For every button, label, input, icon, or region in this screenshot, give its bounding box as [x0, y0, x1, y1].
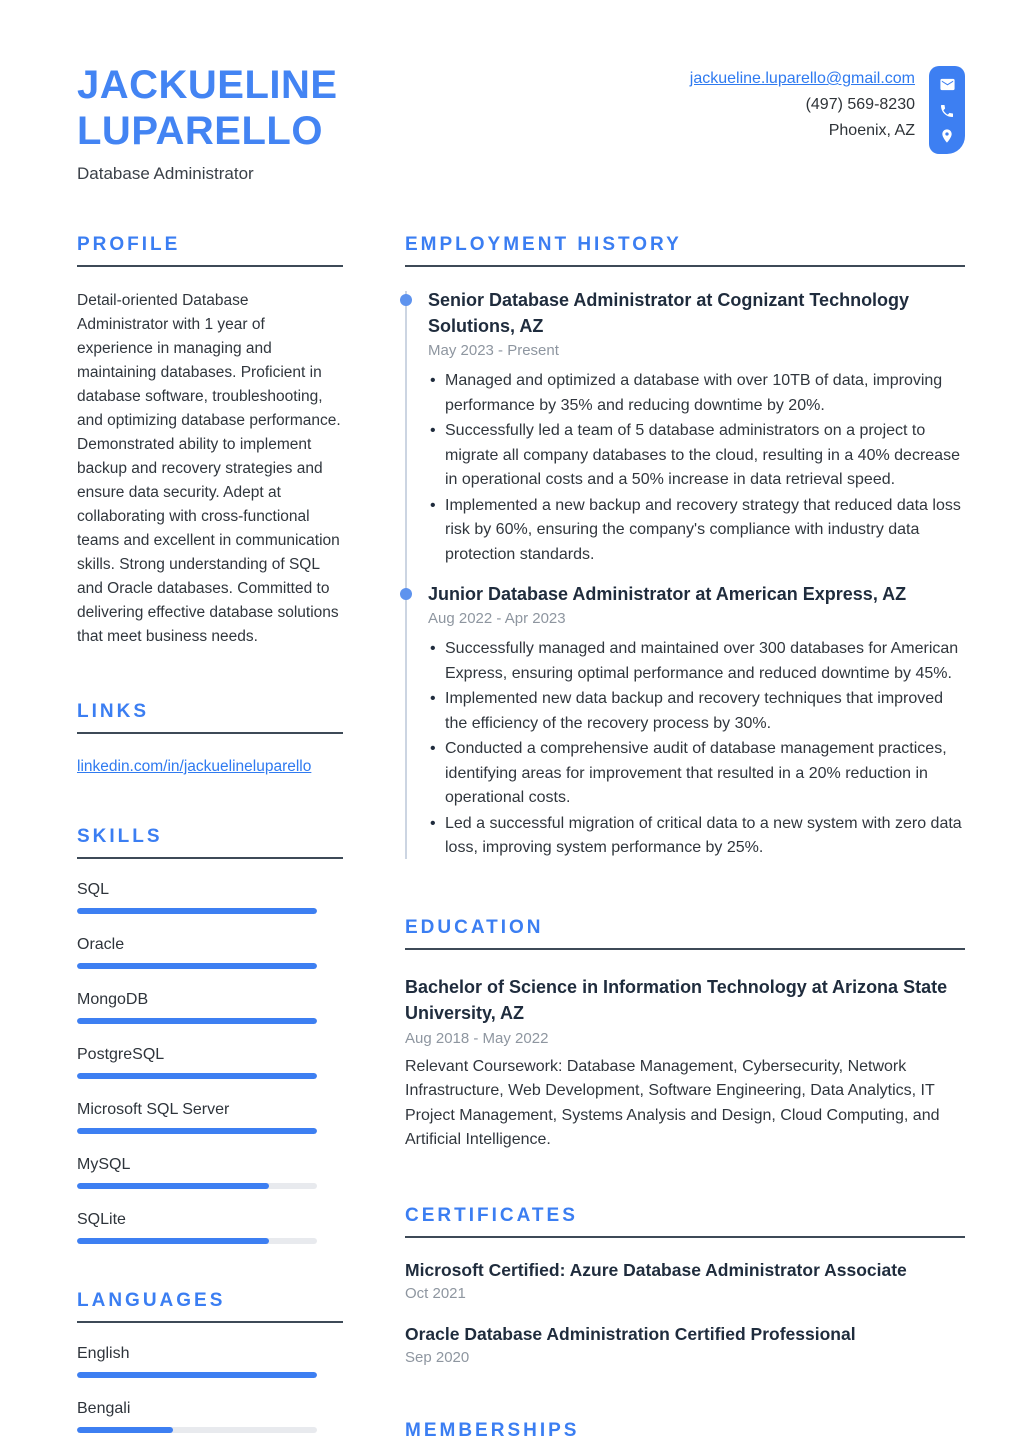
language-bar-fill: [77, 1372, 317, 1378]
timeline-dot: [400, 294, 412, 306]
job-bullet: • Conducted a comprehensive audit of database management practices, identifying areas for improvement that resulted in a 20% reduction in operational costs.: [428, 737, 965, 811]
skill-bar-track: [77, 963, 317, 969]
phone-number: (497) 569-8230: [805, 96, 915, 113]
language-row: [77, 1345, 343, 1378]
skill-row: [77, 881, 343, 914]
linkedin-link[interactable]: linkedin.com/in/jackuelineluparello: [77, 758, 312, 775]
skill-row: [77, 1211, 343, 1244]
job-bullet: • Successfully led a team of 5 database administrators on a project to migrate all company databases to the cloud, resulting in a 40% decrease in operational costs and a 50% increase in data retrieval speed.: [428, 419, 965, 493]
education-heading: EDUCATION: [405, 917, 965, 950]
education-title: Bachelor of Science in Information Technology at Arizona State University, AZ: [405, 976, 948, 1023]
job-bullet: • Implemented a new backup and recovery strategy that reduced data loss risk by 60%, ensuring the company's compliance with industry data protection standards.: [428, 494, 965, 568]
certificate-title: Oracle Database Administration Certified Professional: [405, 1323, 856, 1344]
phone-icon: [939, 103, 955, 119]
language-label: Bengali: [77, 1400, 131, 1417]
employment-heading: EMPLOYMENT HISTORY: [405, 234, 965, 267]
education-description: Relevant Coursework: Database Management, Cybersecurity, Network Infrastructure, Web Development, Software Engineering, Data Analytics, IT Project Management, Systems Analysis and Design, Cloud Computing, and Artificial Intelligence.: [405, 1057, 940, 1148]
skill-label: MongoDB: [77, 991, 149, 1008]
contact-icon-card: [929, 66, 965, 154]
skill-bar-fill: [77, 908, 317, 914]
skill-row: [77, 991, 343, 1024]
skills-section: [77, 826, 343, 1244]
skill-bar-fill: [77, 1238, 269, 1244]
skill-bar-track: [77, 908, 317, 914]
skill-row: [77, 936, 343, 969]
email-link[interactable]: jackueline.luparello@gmail.com: [689, 70, 915, 87]
language-row: [77, 1400, 343, 1433]
person-name: [77, 62, 338, 154]
skill-label: Microsoft SQL Server: [77, 1101, 230, 1118]
skill-bar-fill: [77, 1128, 317, 1134]
job-entry: [405, 581, 965, 861]
certificate-title: Microsoft Certified: Azure Database Administrator Associate: [405, 1259, 907, 1280]
skill-label: SQLite: [77, 1211, 126, 1228]
job-bullet: • Led a successful migration of critical data to a new system with zero data loss, improving system performance by 25%.: [428, 812, 965, 861]
job-entry: [405, 287, 965, 567]
skill-bar-track: [77, 1128, 317, 1134]
language-label: English: [77, 1345, 130, 1362]
person-name-line2: LUPARELLO: [77, 109, 323, 153]
certificate-entry: [405, 1324, 965, 1366]
job-bullet: • Managed and optimized a database with over 10TB of data, improving performance by 35% and reducing downtime by 20%.: [428, 369, 965, 418]
job-title: Junior Database Administrator at American Express, AZ: [428, 584, 907, 604]
education-entry: [405, 974, 965, 1153]
job-bullet-list: [428, 637, 965, 861]
location-pin-icon: [939, 128, 955, 144]
language-bar-track: [77, 1372, 317, 1378]
skill-label: Oracle: [77, 936, 125, 953]
education-section: [405, 917, 965, 1153]
certificate-date: Oct 2021: [405, 1284, 466, 1302]
skill-row: [77, 1046, 343, 1079]
skill-bar-fill: [77, 1073, 317, 1079]
contact-block: [690, 66, 965, 154]
language-bar-fill: [77, 1427, 173, 1433]
skill-bar-track: [77, 1183, 317, 1189]
links-section: [77, 701, 343, 776]
skill-bar-fill: [77, 1018, 317, 1024]
languages-section: [77, 1290, 343, 1433]
certificate-entry: [405, 1260, 965, 1302]
employment-timeline: [405, 287, 965, 861]
skills-heading: SKILLS: [77, 826, 343, 859]
language-bar-track: [77, 1427, 317, 1433]
job-dates: Aug 2022 - Apr 2023: [428, 610, 566, 627]
profile-section: [77, 234, 343, 649]
job-bullet: • Implemented new data backup and recovery techniques that improved the efficiency of the recovery process by 30%.: [428, 687, 965, 736]
location-text: Phoenix, AZ: [828, 122, 915, 139]
skill-label: MySQL: [77, 1156, 131, 1173]
timeline-dot: [400, 588, 412, 600]
profile-text: Detail-oriented Database Administrator with 1 year of experience in managing and maintaining databases. Proficient in database software, troubleshooting, and optimizing database performance. Demonstrated ability to implement backup and recovery strategies and ensure data security. Adept at collaborating with cross-functional teams and excellent in communication skills. Strong understanding of SQL and Oracle databases. Committed to delivering effective database solutions that meet business needs.: [77, 292, 341, 645]
person-name-line1: JACKUELINE: [77, 63, 338, 107]
education-dates: Aug 2018 - May 2022: [405, 1029, 549, 1047]
languages-heading: LANGUAGES: [77, 1290, 343, 1323]
skill-bar-track: [77, 1238, 317, 1244]
header: [77, 62, 965, 184]
left-column: [77, 234, 343, 1447]
person-job-title: Database Administrator: [77, 164, 254, 183]
memberships-section: [405, 1420, 965, 1447]
job-title: Senior Database Administrator at Cognizant Technology Solutions, AZ: [428, 290, 910, 336]
name-block: [77, 62, 338, 184]
memberships-heading: MEMBERSHIPS: [405, 1420, 965, 1447]
skill-bar-fill: [77, 963, 317, 969]
profile-heading: PROFILE: [77, 234, 343, 267]
mail-icon: [939, 76, 956, 93]
skill-label: PostgreSQL: [77, 1046, 165, 1063]
links-heading: LINKS: [77, 701, 343, 734]
skill-bar-track: [77, 1073, 317, 1079]
employment-section: [405, 234, 965, 861]
certificates-heading: CERTIFICATES: [405, 1205, 965, 1238]
job-dates: May 2023 - Present: [428, 342, 559, 359]
skill-bar-fill: [77, 1183, 269, 1189]
right-column: [405, 234, 965, 1447]
skill-label: SQL: [77, 881, 110, 898]
job-bullet-list: [428, 369, 965, 567]
job-bullet: • Successfully managed and maintained over 300 databases for American Express, ensuring optimal performance and reduced downtime by 45%.: [428, 637, 965, 686]
skill-row: [77, 1156, 343, 1189]
contact-lines: [690, 66, 915, 144]
skill-bar-track: [77, 1018, 317, 1024]
skill-row: [77, 1101, 343, 1134]
certificates-section: [405, 1205, 965, 1366]
certificate-date: Sep 2020: [405, 1348, 470, 1366]
main-content: [77, 234, 965, 1447]
